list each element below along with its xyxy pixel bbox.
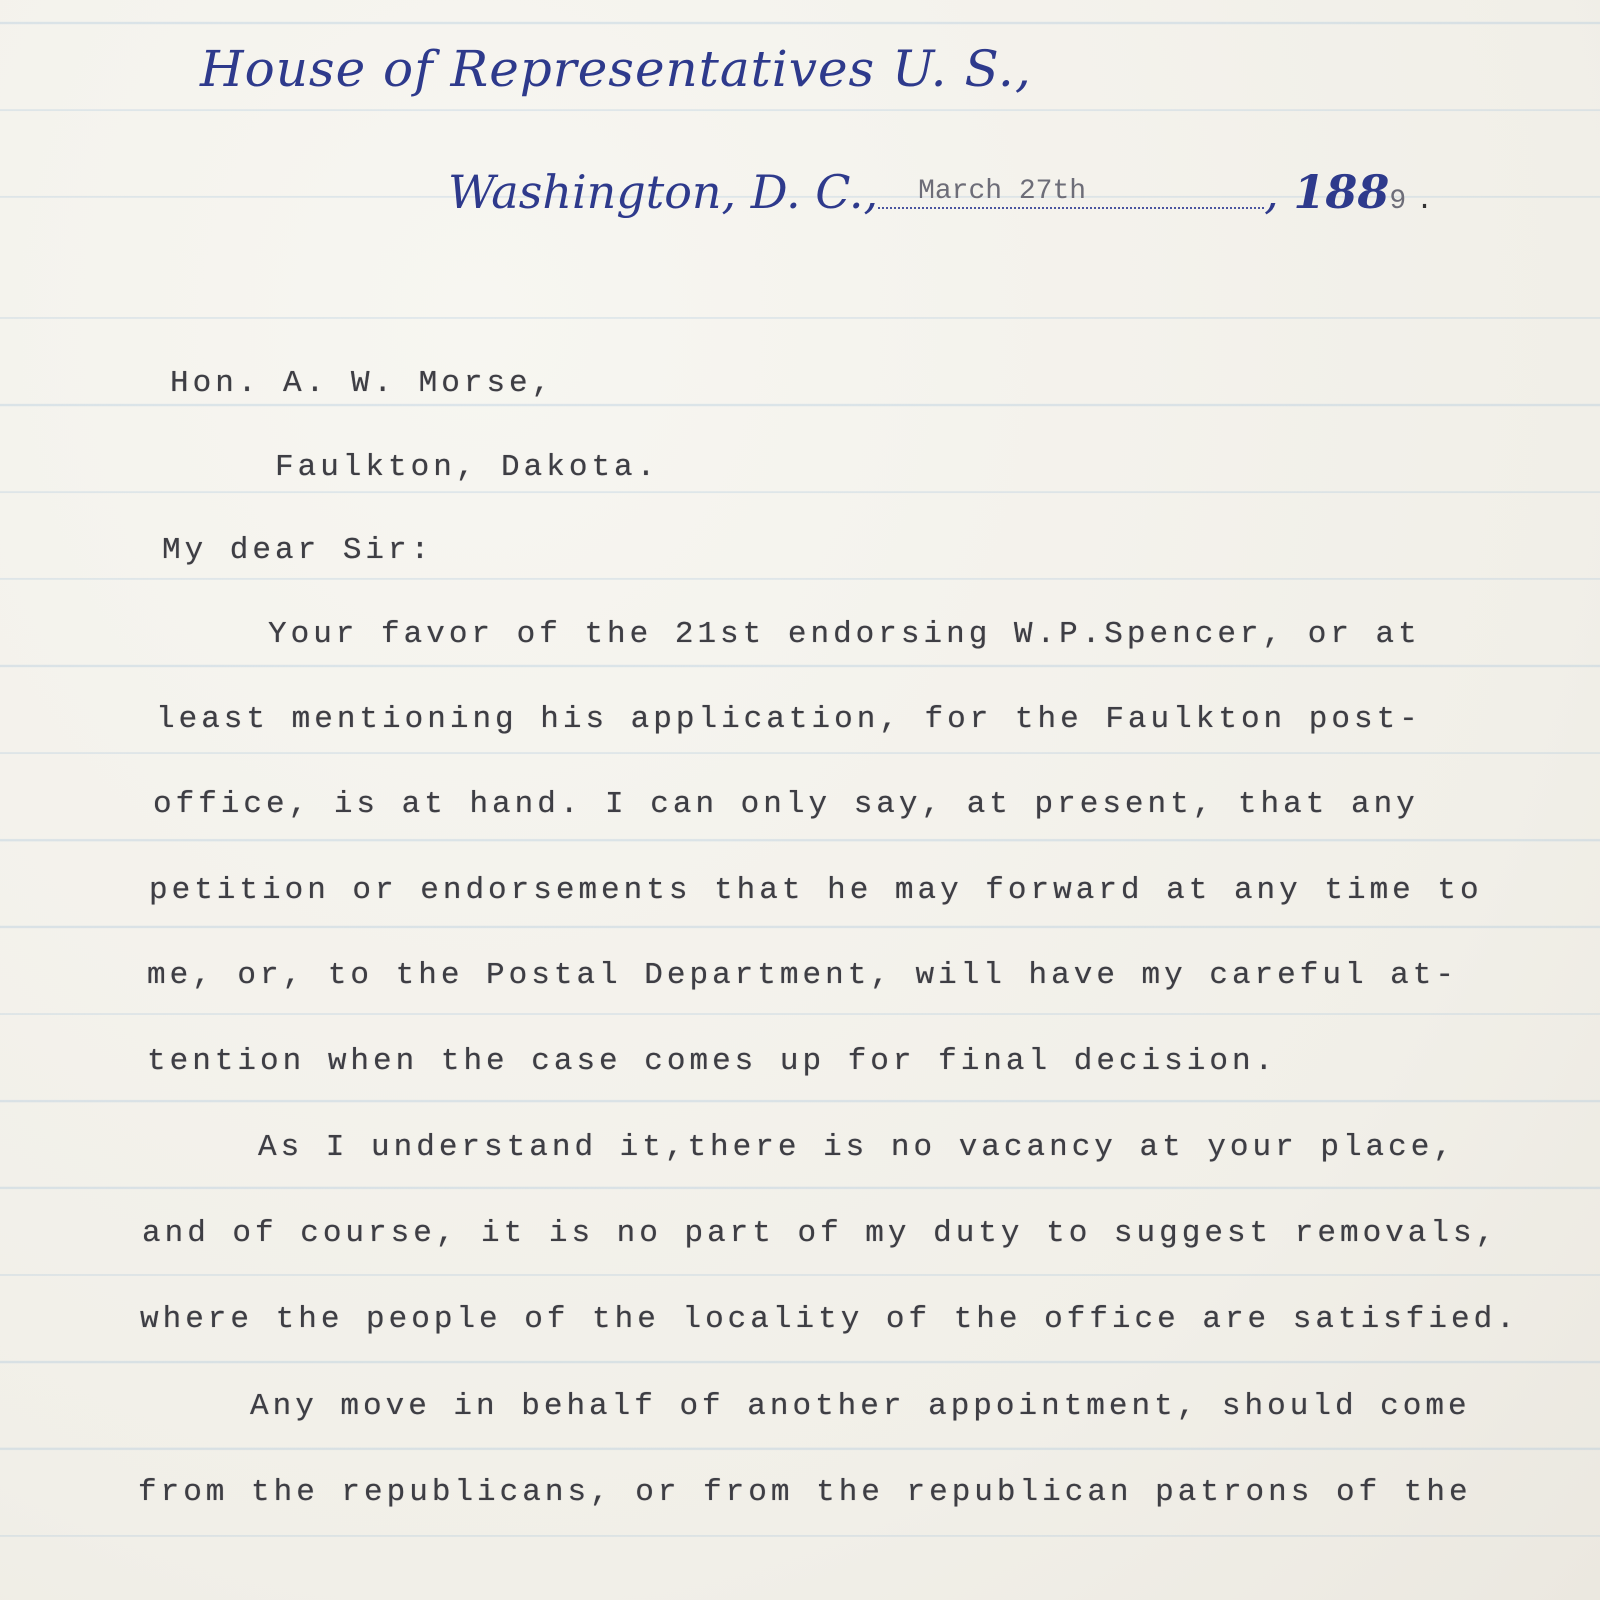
recipient-name: Hon. A. W. Morse, — [170, 366, 555, 401]
year-typed: 9 — [1389, 186, 1407, 217]
letterhead-title: House of Representatives U. S., — [200, 40, 1032, 98]
body-line: Your favor of the 21st endorsing W.P.Spencer, or at — [268, 617, 1421, 652]
body-line: least mentioning his application, for the Faulkton post- — [156, 702, 1422, 737]
body-line: As I understand it,there is no vacancy at your place, — [258, 1130, 1456, 1165]
year-printed: 188 — [1293, 165, 1390, 219]
body-line: me, or, to the Postal Department, will have my careful at- — [147, 958, 1458, 993]
body-line: from the republicans, or from the republican patrons of the — [138, 1475, 1472, 1510]
salutation: My dear Sir: — [162, 533, 434, 568]
body-line: tention when the case comes up for final decision. — [147, 1044, 1278, 1079]
letter-date: March 27th — [878, 176, 1264, 209]
body-line: office, is at hand. I can only say, at present, that any — [153, 787, 1419, 822]
body-line: and of course, it is no part of my duty to suggest removals, — [142, 1216, 1499, 1251]
letterhead-place: Washington, D. C., — [448, 165, 879, 219]
recipient-location: Faulkton, Dakota. — [275, 450, 660, 485]
body-line: Any move in behalf of another appointment, should come — [250, 1389, 1471, 1424]
body-line: petition or endorsements that he may forward at any time to — [149, 873, 1483, 908]
body-line: where the people of the locality of the office are satisfied. — [140, 1302, 1519, 1337]
letterhead-dateline: Washington, D. C., March 27th , 1889 . — [448, 165, 1433, 219]
